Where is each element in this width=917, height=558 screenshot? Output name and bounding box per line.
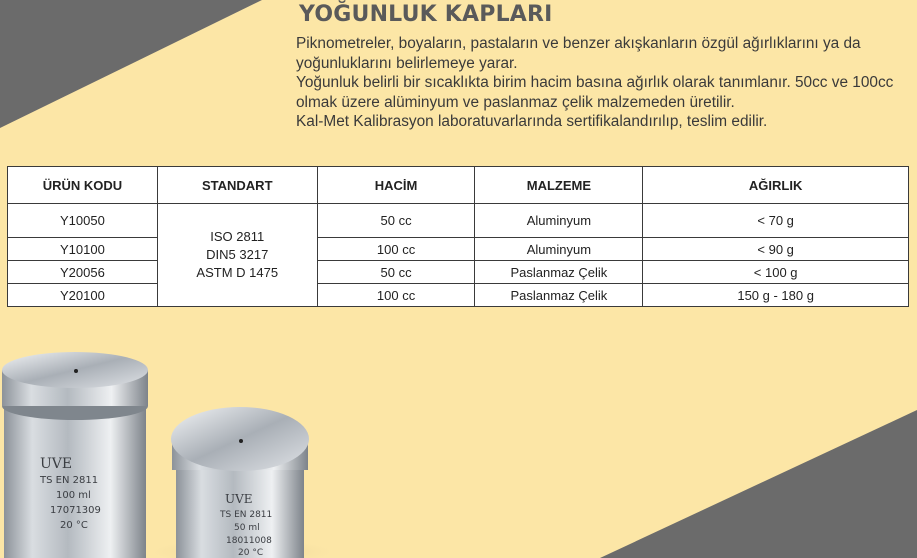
cell-volume: 100 cc xyxy=(317,284,475,307)
cell-material: Paslanmaz Çelik xyxy=(475,284,643,307)
large-can-standard: TS EN 2811 xyxy=(40,475,99,486)
top-left-triangle xyxy=(0,0,262,128)
description xyxy=(296,34,896,132)
cell-code: Y20056 xyxy=(8,261,158,284)
cell-code: Y10100 xyxy=(8,238,158,261)
product-photo xyxy=(0,340,400,558)
large-can-volume: 100 ml xyxy=(56,490,91,501)
table-header-row xyxy=(8,167,909,204)
cell-code: Y20100 xyxy=(8,284,158,307)
standard-astm: ASTM D 1475 xyxy=(196,265,279,280)
standard-din: DIN5 3217 xyxy=(206,247,269,262)
large-can-serial: 17071309 xyxy=(50,505,101,516)
table-row xyxy=(8,284,909,307)
header-standard: STANDART xyxy=(157,167,317,204)
cell-weight: < 90 g xyxy=(643,238,909,261)
large-can-lid-hole xyxy=(74,369,78,373)
standard-iso: ISO 2811 xyxy=(210,229,265,244)
cell-weight: < 100 g xyxy=(643,261,909,284)
cell-material: Paslanmaz Çelik xyxy=(475,261,643,284)
cell-material: Aluminyum xyxy=(475,204,643,238)
table-row xyxy=(8,261,909,284)
large-can xyxy=(2,352,148,558)
header-material: MALZEME xyxy=(475,167,643,204)
description-paragraph-2: Yoğunluk belirli bir sıcaklıkta birim hacim basına ağırlık olarak tanımlanır. 50cc ve 100cc olmak üzere alüminyum ve paslanmaz çelik malzemeden üretilir. xyxy=(296,74,894,111)
description-paragraph-3: Kal-Met Kalibrasyon laboratuvarlarında sertifikalandırılıp, teslim edilir. xyxy=(296,113,768,130)
cell-volume: 100 cc xyxy=(317,238,475,261)
header-weight: AĞIRLIK xyxy=(643,167,909,204)
cell-weight: < 70 g xyxy=(643,204,909,238)
small-can-lid-top xyxy=(171,407,309,471)
small-can-brand: UVE xyxy=(225,492,253,506)
cell-standards xyxy=(157,204,317,307)
description-paragraph-1: Piknometreler, boyaların, pastaların ve benzer akışkanların özgül ağırlıklarını ya da yoğunluklarını belirlemeye yarar. xyxy=(296,35,861,72)
cell-weight: 150 g - 180 g xyxy=(643,284,909,307)
small-can-temp: 20 °C xyxy=(238,548,264,558)
small-can-serial: 18011008 xyxy=(226,536,272,546)
bottom-right-triangle xyxy=(600,410,917,558)
cell-volume: 50 cc xyxy=(317,261,475,284)
page-title: YOĞUNLUK KAPLARI xyxy=(299,2,553,27)
small-can-lid-hole xyxy=(239,439,243,443)
large-can-temp: 20 °C xyxy=(60,520,88,531)
table-row xyxy=(8,238,909,261)
cell-volume: 50 cc xyxy=(317,204,475,238)
small-can xyxy=(142,407,342,558)
small-can-volume: 50 ml xyxy=(234,523,260,533)
cell-code: Y10050 xyxy=(8,204,158,238)
table-row xyxy=(8,204,909,238)
cell-material: Aluminyum xyxy=(475,238,643,261)
header-volume: HACİM xyxy=(317,167,475,204)
product-table xyxy=(7,166,909,307)
large-can-brand: UVE xyxy=(40,456,73,472)
header-product-code: ÜRÜN KODU xyxy=(8,167,158,204)
small-can-standard: TS EN 2811 xyxy=(220,510,273,520)
